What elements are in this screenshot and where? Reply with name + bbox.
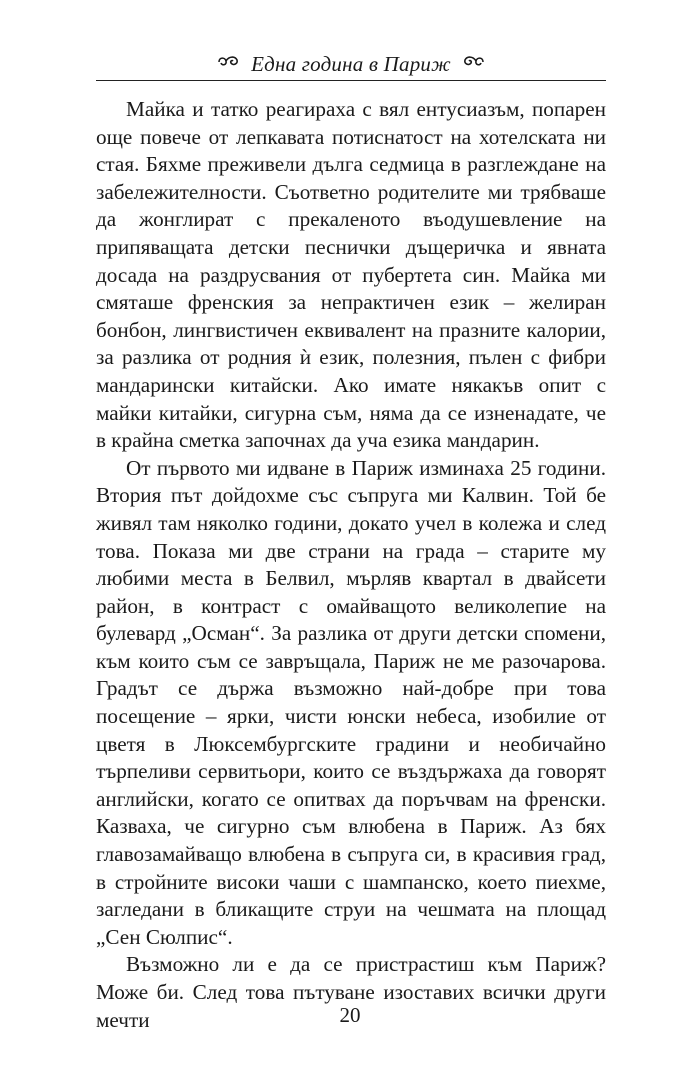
fleuron-right-svg: [463, 54, 485, 70]
paragraph: Възможно ли е да се пристрастиш към Париж? Може би. След това пътуване изоставих всички други мечти: [96, 952, 606, 1032]
header-rule: [96, 80, 606, 81]
running-header: [96, 50, 606, 78]
paragraph: От първото ми идване в Париж изминаха 25 години. Втория път дойдохме със съпруга ми Калвин. Той бе живял там няколко години, докато учел в колежа и след това. Показа ми две страни на града – старите му любими места в Белвил, мърляв квартал в двайсети район, в контраст с омайващото великолепие на булевард „Осман“. За разлика от други детски спомени, към които съм се завръщала, Париж не ме разочарова. Градът се държа възможно най-добре при това посещение – ярки, чисти юнски небеса, изобилие от цветя в Люксембургските градини и необичайно търпеливи сервитьори, които се въздържаха да говорят английски, когато се опитвах да поръчвам на френски. Казваха, че сигурно съм влюбена в Париж. Аз бях главозамайващо влюбена в съпруга си, в красивия град, в стройните високи чаши с шампанско, което пиехме, загледани в бликащите струи на чешмата на площад „Сен Сюлпис“.: [96, 455, 606, 949]
page-number: 20: [339, 1003, 361, 1027]
paragraph: Майка и татко реагираха с вял ентусиазъм, попарен още повече от лепкавата потиснатост на хотелската ни стая. Бяхме преживели дълга седмица в разглеждане на забележителности. Съответно родителите ми трябваше да жонглират с прекаленото въодушевление на припяващата детски песнички дъщеричка и явната досада на раздрусвания от пубертета син. Майка ми смяташе френския за непрактичен език – желиран бонбон, лингвистичен еквивалент на празните калории, за разлика от родния ѝ език, полезния, пълен с фибри мандарински китайски. Ако имате някакъв опит с майки китайки, сигурна съм, няма да се изненадате, че в крайна сметка започнах да уча езика мандарин.: [96, 97, 606, 453]
fleuron-left-svg: [217, 54, 239, 70]
fleuron-icon: [217, 54, 239, 74]
fleuron-icon: [463, 54, 485, 74]
page-body: [96, 96, 606, 1034]
book-title: Една година в Париж: [251, 51, 451, 76]
